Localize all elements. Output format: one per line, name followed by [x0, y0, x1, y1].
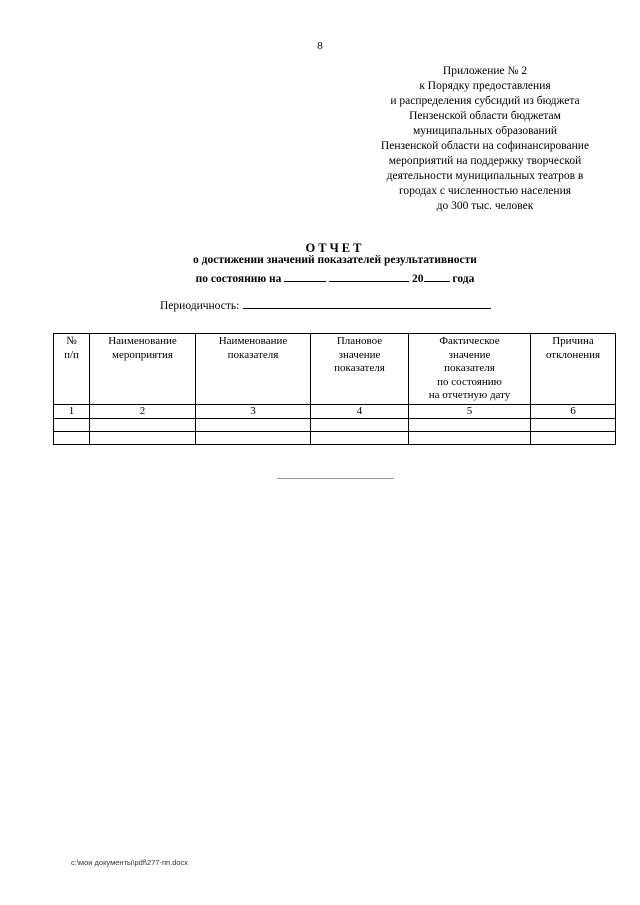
as-of-prefix: по состоянию на — [195, 273, 282, 285]
column-number-cell: 2 — [90, 404, 196, 419]
empty-cell — [409, 419, 531, 432]
appendix-line: к Порядку предоставления — [419, 80, 551, 92]
column-number-cell: 4 — [311, 404, 409, 419]
empty-cell — [531, 419, 616, 432]
empty-cell — [311, 419, 409, 432]
column-number-row — [54, 404, 616, 419]
empty-cell — [196, 432, 311, 445]
report-subtitle: о достижении значений показателей результативности — [193, 254, 477, 266]
empty-cell — [531, 432, 616, 445]
appendix-line: Пензенской области бюджетам — [409, 110, 561, 122]
year-blank — [424, 270, 450, 282]
report-table — [53, 333, 616, 445]
periodicity-line — [160, 297, 491, 312]
table-row — [54, 432, 616, 445]
periodicity-blank — [243, 297, 491, 309]
appendix-line: Пензенской области на софинансирование — [380, 140, 590, 152]
appendix-line: и распределения субсидий из бюджета — [390, 95, 580, 107]
empty-cell — [409, 432, 531, 445]
header-cell-event-name: Наименование мероприятия — [90, 334, 196, 405]
page-number: 8 — [317, 40, 323, 52]
header-cell-deviation-reason: Причина отклонения — [531, 334, 616, 405]
header-cell-actual-value: Фактическое значение показателя по состоянию на отчетную дату — [409, 334, 531, 405]
column-number-cell: 3 — [196, 404, 311, 419]
column-number-cell: 5 — [409, 404, 531, 419]
appendix-line: городах с численностью населения — [398, 185, 572, 197]
footer-file-path: c:\мои документы\pdf\277-пп.docx — [71, 858, 189, 867]
appendix-line: муниципальных образований — [412, 125, 558, 137]
report-title: ОТЧЕТ — [305, 241, 365, 255]
report-as-of-line — [0, 270, 640, 285]
empty-cell — [54, 419, 90, 432]
empty-cell — [90, 432, 196, 445]
periodicity-label: Периодичность: — [160, 300, 240, 312]
appendix-line: до 300 тыс. человек — [436, 200, 534, 212]
column-number-cell: 6 — [531, 404, 616, 419]
year-prefix: 20 — [412, 273, 424, 285]
table-header-row — [54, 334, 616, 405]
appendix-line: мероприятий на поддержку творческой — [388, 155, 582, 167]
header-cell-planned-value: Плановое значение показателя — [311, 334, 409, 405]
appendix-line: деятельности муниципальных театров в — [386, 170, 584, 182]
day-blank — [284, 270, 326, 282]
column-number-cell: 1 — [54, 404, 90, 419]
appendix-block — [320, 64, 640, 214]
table-row — [54, 419, 616, 432]
appendix-line: Приложение № 2 — [442, 65, 528, 77]
empty-cell — [90, 419, 196, 432]
empty-cell — [196, 419, 311, 432]
year-suffix: года — [452, 273, 475, 285]
section-divider — [277, 478, 394, 479]
month-blank — [329, 270, 409, 282]
header-cell-indicator-name: Наименование показателя — [196, 334, 311, 405]
empty-cell — [311, 432, 409, 445]
header-cell-number: № п/п — [54, 334, 90, 405]
empty-cell — [54, 432, 90, 445]
